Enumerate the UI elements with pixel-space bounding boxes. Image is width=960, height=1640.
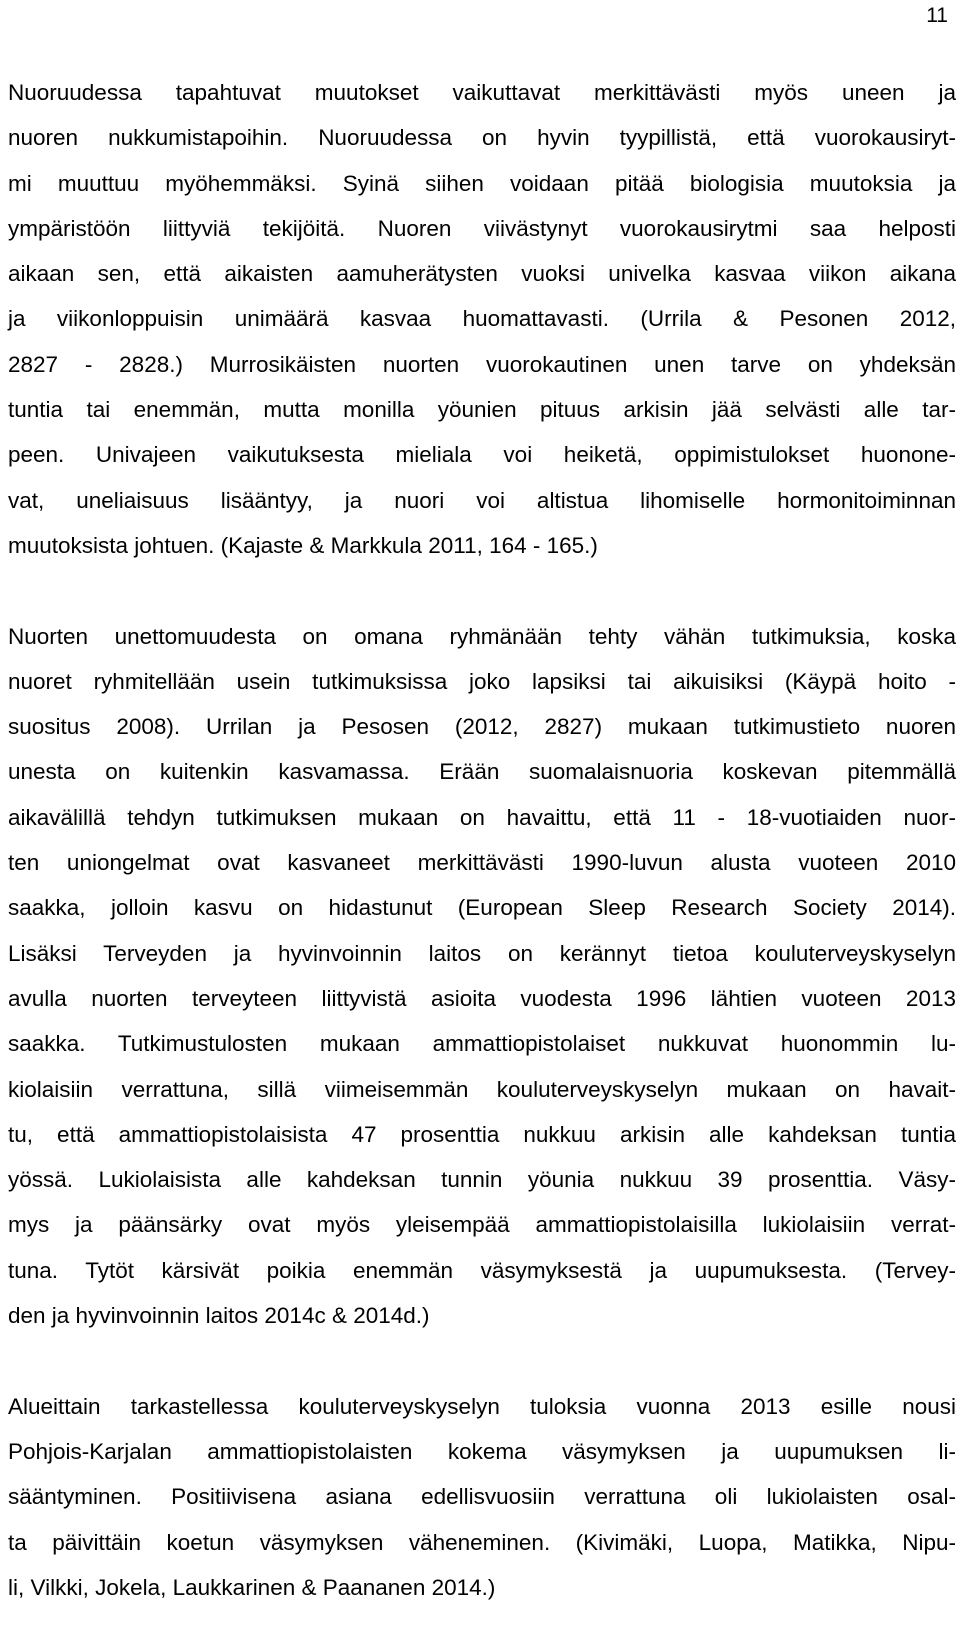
text-line: yössä. Lukiolaisista alle kahdeksan tunnin yöunia nukkuu 39 prosenttia. Väsy- xyxy=(8,1167,956,1193)
text-line: ympäristöön liittyviä tekijöitä. Nuoren viivästynyt vuorokausirytmi saa helposti xyxy=(8,215,956,241)
text-line: ten uniongelmat ovat kasvaneet merkittävästi 1990-luvun alusta vuoteen 2010 xyxy=(8,850,956,876)
text-line: avulla nuorten terveyteen liittyvistä asioita vuodesta 1996 lähtien vuoteen 2013 xyxy=(8,985,956,1011)
paragraph xyxy=(8,614,956,1339)
paragraph xyxy=(8,1384,956,1610)
text-line: mi muuttuu myöhemmäksi. Syinä siihen voidaan pitää biologisia muutoksia ja xyxy=(8,170,956,196)
text-line: nuoren nukkumistapoihin. Nuoruudessa on hyvin tyypillistä, että vuorokausiryt- xyxy=(8,125,956,151)
paragraph-gap xyxy=(8,1338,956,1383)
text-line: peen. Univajeen vaikutuksesta mieliala voi heiketä, oppimistulokset huonone- xyxy=(8,442,956,468)
text-line: Nuorten unettomuudesta on omana ryhmänään tehty vähän tutkimuksia, koska xyxy=(8,623,956,649)
paragraph xyxy=(8,70,956,568)
text-line: ja viikonloppuisin unimäärä kasvaa huomattavasti. (Urrila & Pesonen 2012, xyxy=(8,306,956,332)
text-line: den ja hyvinvoinnin laitos 2014c & 2014d.) xyxy=(8,1303,430,1329)
text-line: Lisäksi Terveyden ja hyvinvoinnin laitos on kerännyt tietoa kouluterveyskyselyn xyxy=(8,940,956,966)
page-number: 11 xyxy=(926,4,948,27)
text-line: saakka. Tutkimustulosten mukaan ammattiopistolaiset nukkuvat huonommin lu- xyxy=(8,1031,956,1057)
text-line: tu, että ammattiopistolaisista 47 prosenttia nukkuu arkisin alle kahdeksan tuntia xyxy=(8,1121,956,1147)
text-line: saakka, jolloin kasvu on hidastunut (European Sleep Research Society 2014). xyxy=(8,895,956,921)
text-line: aikavälillä tehdyn tutkimuksen mukaan on havaittu, että 11 - 18-vuotiaiden nuor- xyxy=(8,804,956,830)
text-line: sääntyminen. Positiivisena asiana edellisvuosiin verrattuna oli lukiolaisten osal- xyxy=(8,1484,956,1510)
text-line: 2827 - 2828.) Murrosikäisten nuorten vuorokautinen unen tarve on yhdeksän xyxy=(8,351,956,377)
text-line: suositus 2008). Urrilan ja Pesosen (2012, 2827) mukaan tutkimustieto nuoren xyxy=(8,714,956,740)
text-line: ta päivittäin koetun väsymyksen väheneminen. (Kivimäki, Luopa, Matikka, Nipu- xyxy=(8,1529,956,1555)
text-line: tuntia tai enemmän, mutta monilla yöunien pituus arkisin jää selvästi alle tar- xyxy=(8,397,956,423)
text-line: tuna. Tytöt kärsivät poikia enemmän väsymyksestä ja uupumuksesta. (Tervey- xyxy=(8,1257,956,1283)
text-line: Alueittain tarkastellessa kouluterveyskyselyn tuloksia vuonna 2013 esille nousi xyxy=(8,1393,956,1419)
document-body xyxy=(8,70,956,1610)
paragraph-gap xyxy=(8,568,956,613)
text-line: unesta on kuitenkin kasvamassa. Erään suomalaisnuoria koskevan pitemmällä xyxy=(8,759,956,785)
text-line: Pohjois-Karjalan ammattiopistolaisten kokema väsymyksen ja uupumuksen li- xyxy=(8,1438,956,1464)
text-line: muutoksista johtuen. (Kajaste & Markkula 2011, 164 - 165.) xyxy=(8,532,598,558)
text-line: nuoret ryhmitellään usein tutkimuksissa joko lapsiksi tai aikuisiksi (Käypä hoito - xyxy=(8,668,956,694)
text-line: vat, uneliaisuus lisääntyy, ja nuori voi altistua lihomiselle hormonitoiminnan xyxy=(8,487,956,513)
text-line: aikaan sen, että aikaisten aamuherätysten vuoksi univelka kasvaa viikon aikana xyxy=(8,261,956,287)
text-line: mys ja päänsärky ovat myös yleisempää ammattiopistolaisilla lukiolaisiin verrat- xyxy=(8,1212,956,1238)
text-line: Nuoruudessa tapahtuvat muutokset vaikuttavat merkittävästi myös uneen ja xyxy=(8,80,956,105)
text-line: li, Vilkki, Jokela, Laukkarinen & Paananen 2014.) xyxy=(8,1574,496,1600)
text-line: kiolaisiin verrattuna, sillä viimeisemmän kouluterveyskyselyn mukaan on havait- xyxy=(8,1076,956,1102)
